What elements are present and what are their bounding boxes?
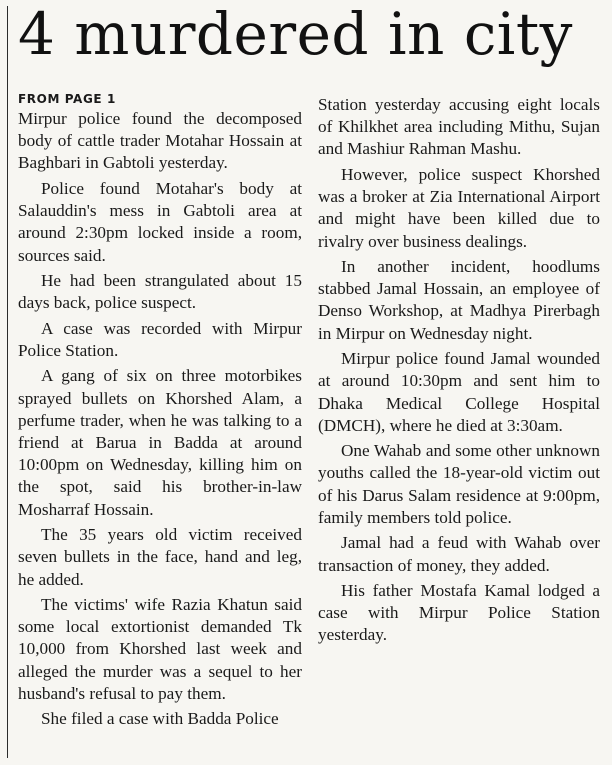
paragraph: Police found Motahar's body at Salauddin's mess in Gabtoli area at around 2:30pm locked inside a room, sources said.	[18, 178, 302, 265]
paragraph: One Wahab and some other unknown youths called the 18-year-old victim out of his Darus Salam residence at 9:00pm, family members told police.	[318, 441, 600, 527]
paragraph: Station yesterday accusing eight locals of Khilkhet area including Mithu, Sujan and Mashiur Rahman Mashu.	[318, 95, 600, 159]
headline: 4 murdered in city	[18, 0, 573, 68]
article-column-2	[318, 94, 600, 650]
paragraph: Mirpur police found the decomposed body of cattle trader Motahar Hossain at Baghbari in Gabtoli yesterday.	[18, 109, 302, 173]
paragraph: She filed a case with Badda Police	[41, 709, 279, 729]
paragraph: In another incident, hoodlums stabbed Jamal Hossain, an employee of Denso Workshop, at Madhya Pirerbagh in Mirpur on Wednesday night.	[318, 257, 600, 343]
paragraph: Jamal had a feud with Wahab over transaction of money, they added.	[318, 533, 600, 575]
paragraph: He had been strangulated about 15 days back, police suspect.	[18, 271, 302, 313]
paragraph: A gang of six on three motorbikes sprayed bullets on Khorshed Alam, a perfume trader, when he was talking to a friend at Barua in Badda at around 10:00pm on Wednesday, killing him on the spot, said his brother-in-law Mosharraf Hossain.	[18, 366, 302, 519]
paragraph: Mirpur police found Jamal wounded at around 10:30pm and sent him to Dhaka Medical College Hospital (DMCH), where he died at 3:30am.	[318, 349, 600, 435]
paragraph: A case was recorded with Mirpur Police Station.	[18, 318, 302, 360]
column-rule	[7, 6, 8, 758]
paragraph: The victims' wife Razia Khatun said some local extortionist demanded Tk 10,000 from Khorshed last week and alleged the murder was a sequel to her husband's refusal to pay them.	[18, 595, 302, 703]
paragraph: However, police suspect Khorshed was a broker at Zia International Airport and might have been killed due to rivalry over business dealings.	[318, 164, 600, 251]
paragraph: His father Mostafa Kamal lodged a case with Mirpur Police Station yesterday.	[318, 581, 600, 645]
article-column-1	[18, 92, 302, 734]
paragraph: The 35 years old victim received seven bullets in the face, hand and leg, he added.	[18, 525, 302, 589]
kicker-label: FROM PAGE 1	[18, 92, 116, 106]
